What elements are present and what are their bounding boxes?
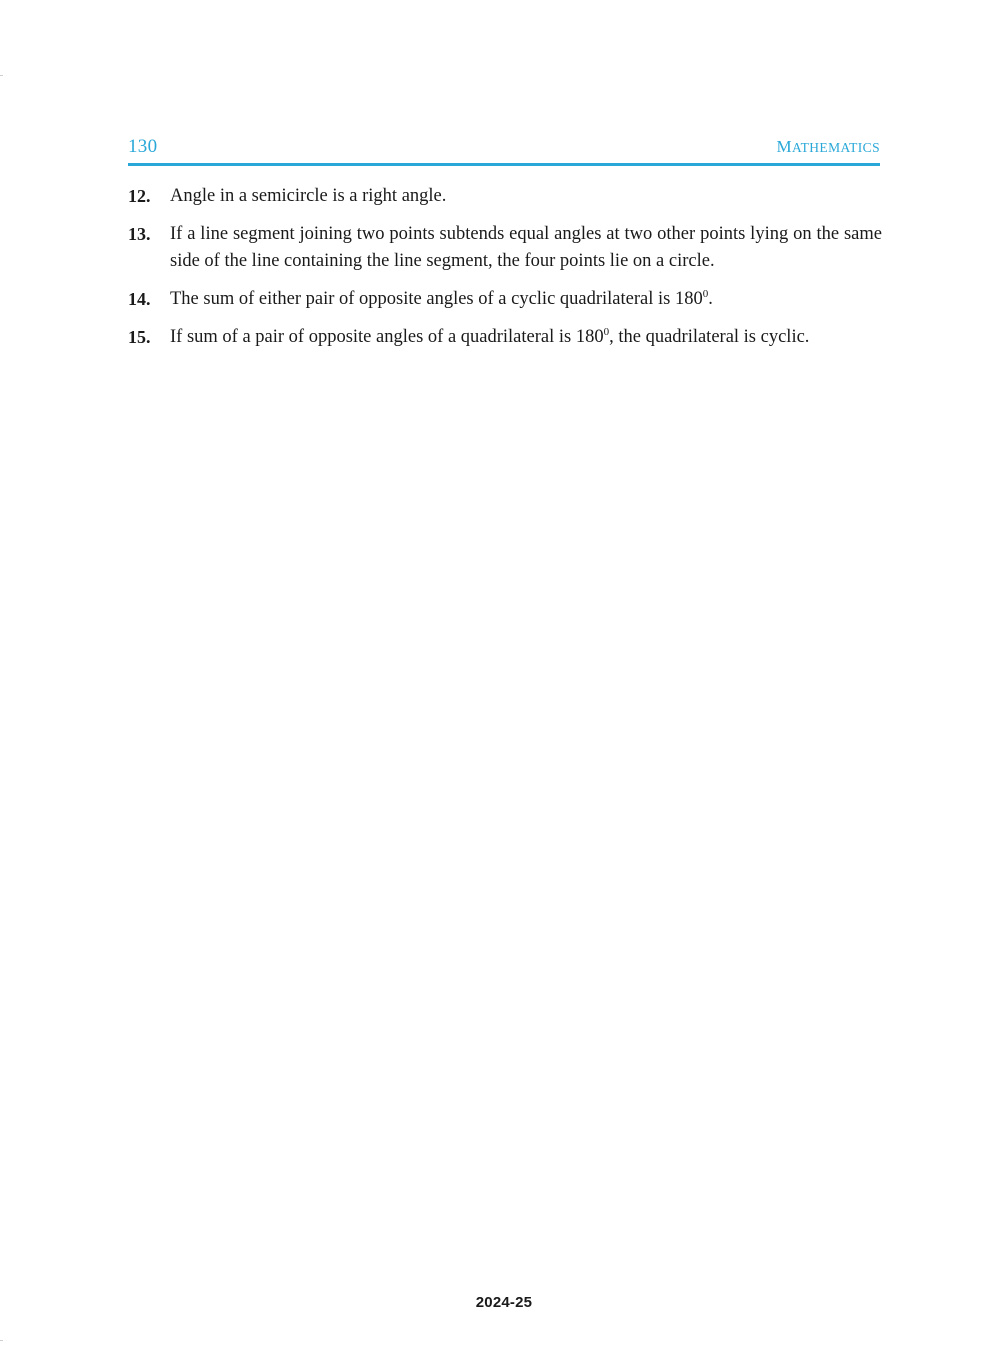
list-item-text: If a line segment joining two points subtends equal angles at two other points lying on the same side of the line containing the line segment, the four points lie on a circle. <box>170 224 882 271</box>
list-item-superscript: 0 <box>702 287 709 300</box>
list-item <box>128 221 882 275</box>
header-subject-initial: M <box>776 137 792 156</box>
list-item-superscript: 0 <box>603 325 610 338</box>
edge-mark-top <box>0 75 3 76</box>
list-item-number: 15. <box>128 327 151 347</box>
list-item <box>128 286 882 313</box>
list-item <box>128 324 882 351</box>
list-item-text-before: The sum of either pair of opposite angles of a cyclic quadrilateral is 180 <box>170 289 703 309</box>
page-footer: 2024-25 <box>475 1294 533 1311</box>
list-item-text-after: , the quadrilateral is cyclic. <box>609 327 810 347</box>
list-item-text-after: . <box>708 289 713 309</box>
list-item-text-before: If sum of a pair of opposite angles of a quadrilateral is 180 <box>170 327 604 347</box>
list-item-number: 13. <box>128 224 151 244</box>
list-item-text <box>170 324 882 351</box>
summary-list <box>128 183 882 362</box>
edge-mark-bottom <box>0 1340 3 1341</box>
header-subject-rest: ATHEMATICS <box>791 140 880 155</box>
list-item-number: 14. <box>128 289 151 309</box>
list-item-text <box>170 286 882 313</box>
header-divider <box>128 163 880 166</box>
list-item-text: Angle in a semicircle is a right angle. <box>170 186 447 206</box>
list-item-number: 12. <box>128 186 151 206</box>
page-header <box>128 136 880 158</box>
list-item <box>128 183 882 210</box>
header-subject-title <box>776 137 880 157</box>
page-number: 130 <box>128 136 158 157</box>
